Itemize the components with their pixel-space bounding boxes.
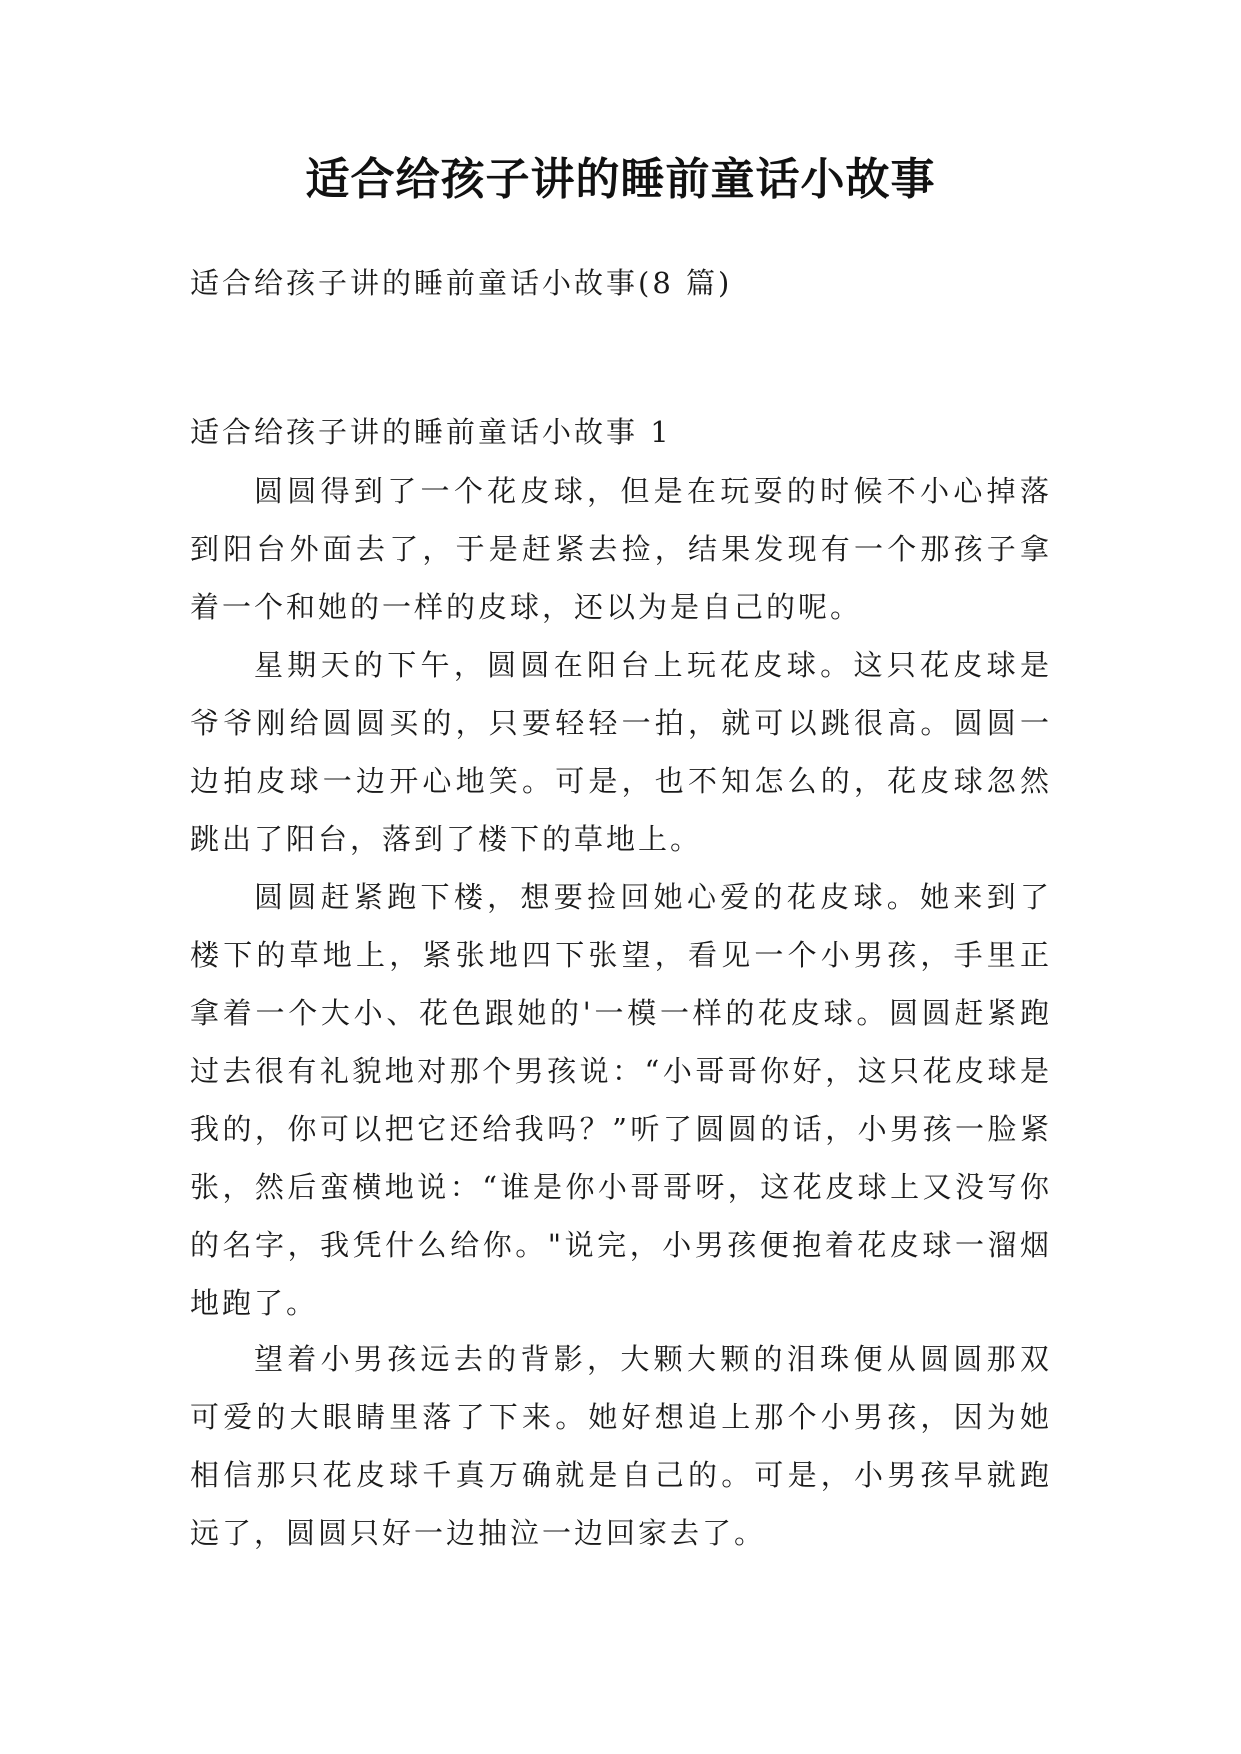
section-heading: 适合给孩子讲的睡前童话小故事 1 <box>190 415 672 449</box>
document-subtitle: 适合给孩子讲的睡前童话小故事(8 篇) <box>190 266 733 300</box>
paragraph: 星期天的下午，圆圆在阳台上玩花皮球。这只花皮球是爷爷刚给圆圆买的，只要轻轻一拍，就可以跳很高。圆圆一边拍皮球一边开心地笑。可是，也不知怎么的，花皮球忽然跳出了阳台，落到了楼下的草地上。 <box>190 648 1052 856</box>
page-title: 适合给孩子讲的睡前童话小故事 <box>305 154 936 205</box>
paragraph: 圆圆赶紧跑下楼，想要捡回她心爱的花皮球。她来到了楼下的草地上，紧张地四下张望，看见一个小男孩，手里正拿着一个大小、花色跟她的'一模一样的花皮球。圆圆赶紧跑过去很有礼貌地对那个男孩说：“小哥哥你好，这只花皮球是我的，你可以把它还给我吗？”听了圆圆的话，小男孩一脸紧张，然后蛮横地说：“谁是你小哥哥呀，这花皮球上又没写你的名字，我凭什么给你。"说完，小男孩便抱着花皮球一溜烟地跑了。 <box>190 880 1052 1320</box>
paragraph: 圆圆得到了一个花皮球，但是在玩耍的时候不小心掉落到阳台外面去了，于是赶紧去捡，结果发现有一个那孩子拿着一个和她的一样的皮球，还以为是自己的呢。 <box>190 474 1052 624</box>
paragraph: 望着小男孩远去的背影，大颗大颗的泪珠便从圆圆那双可爱的大眼睛里落了下来。她好想追上那个小男孩，因为她相信那只花皮球千真万确就是自己的。可是，小男孩早就跑远了，圆圆只好一边抽泣一边回家去了。 <box>190 1342 1052 1550</box>
